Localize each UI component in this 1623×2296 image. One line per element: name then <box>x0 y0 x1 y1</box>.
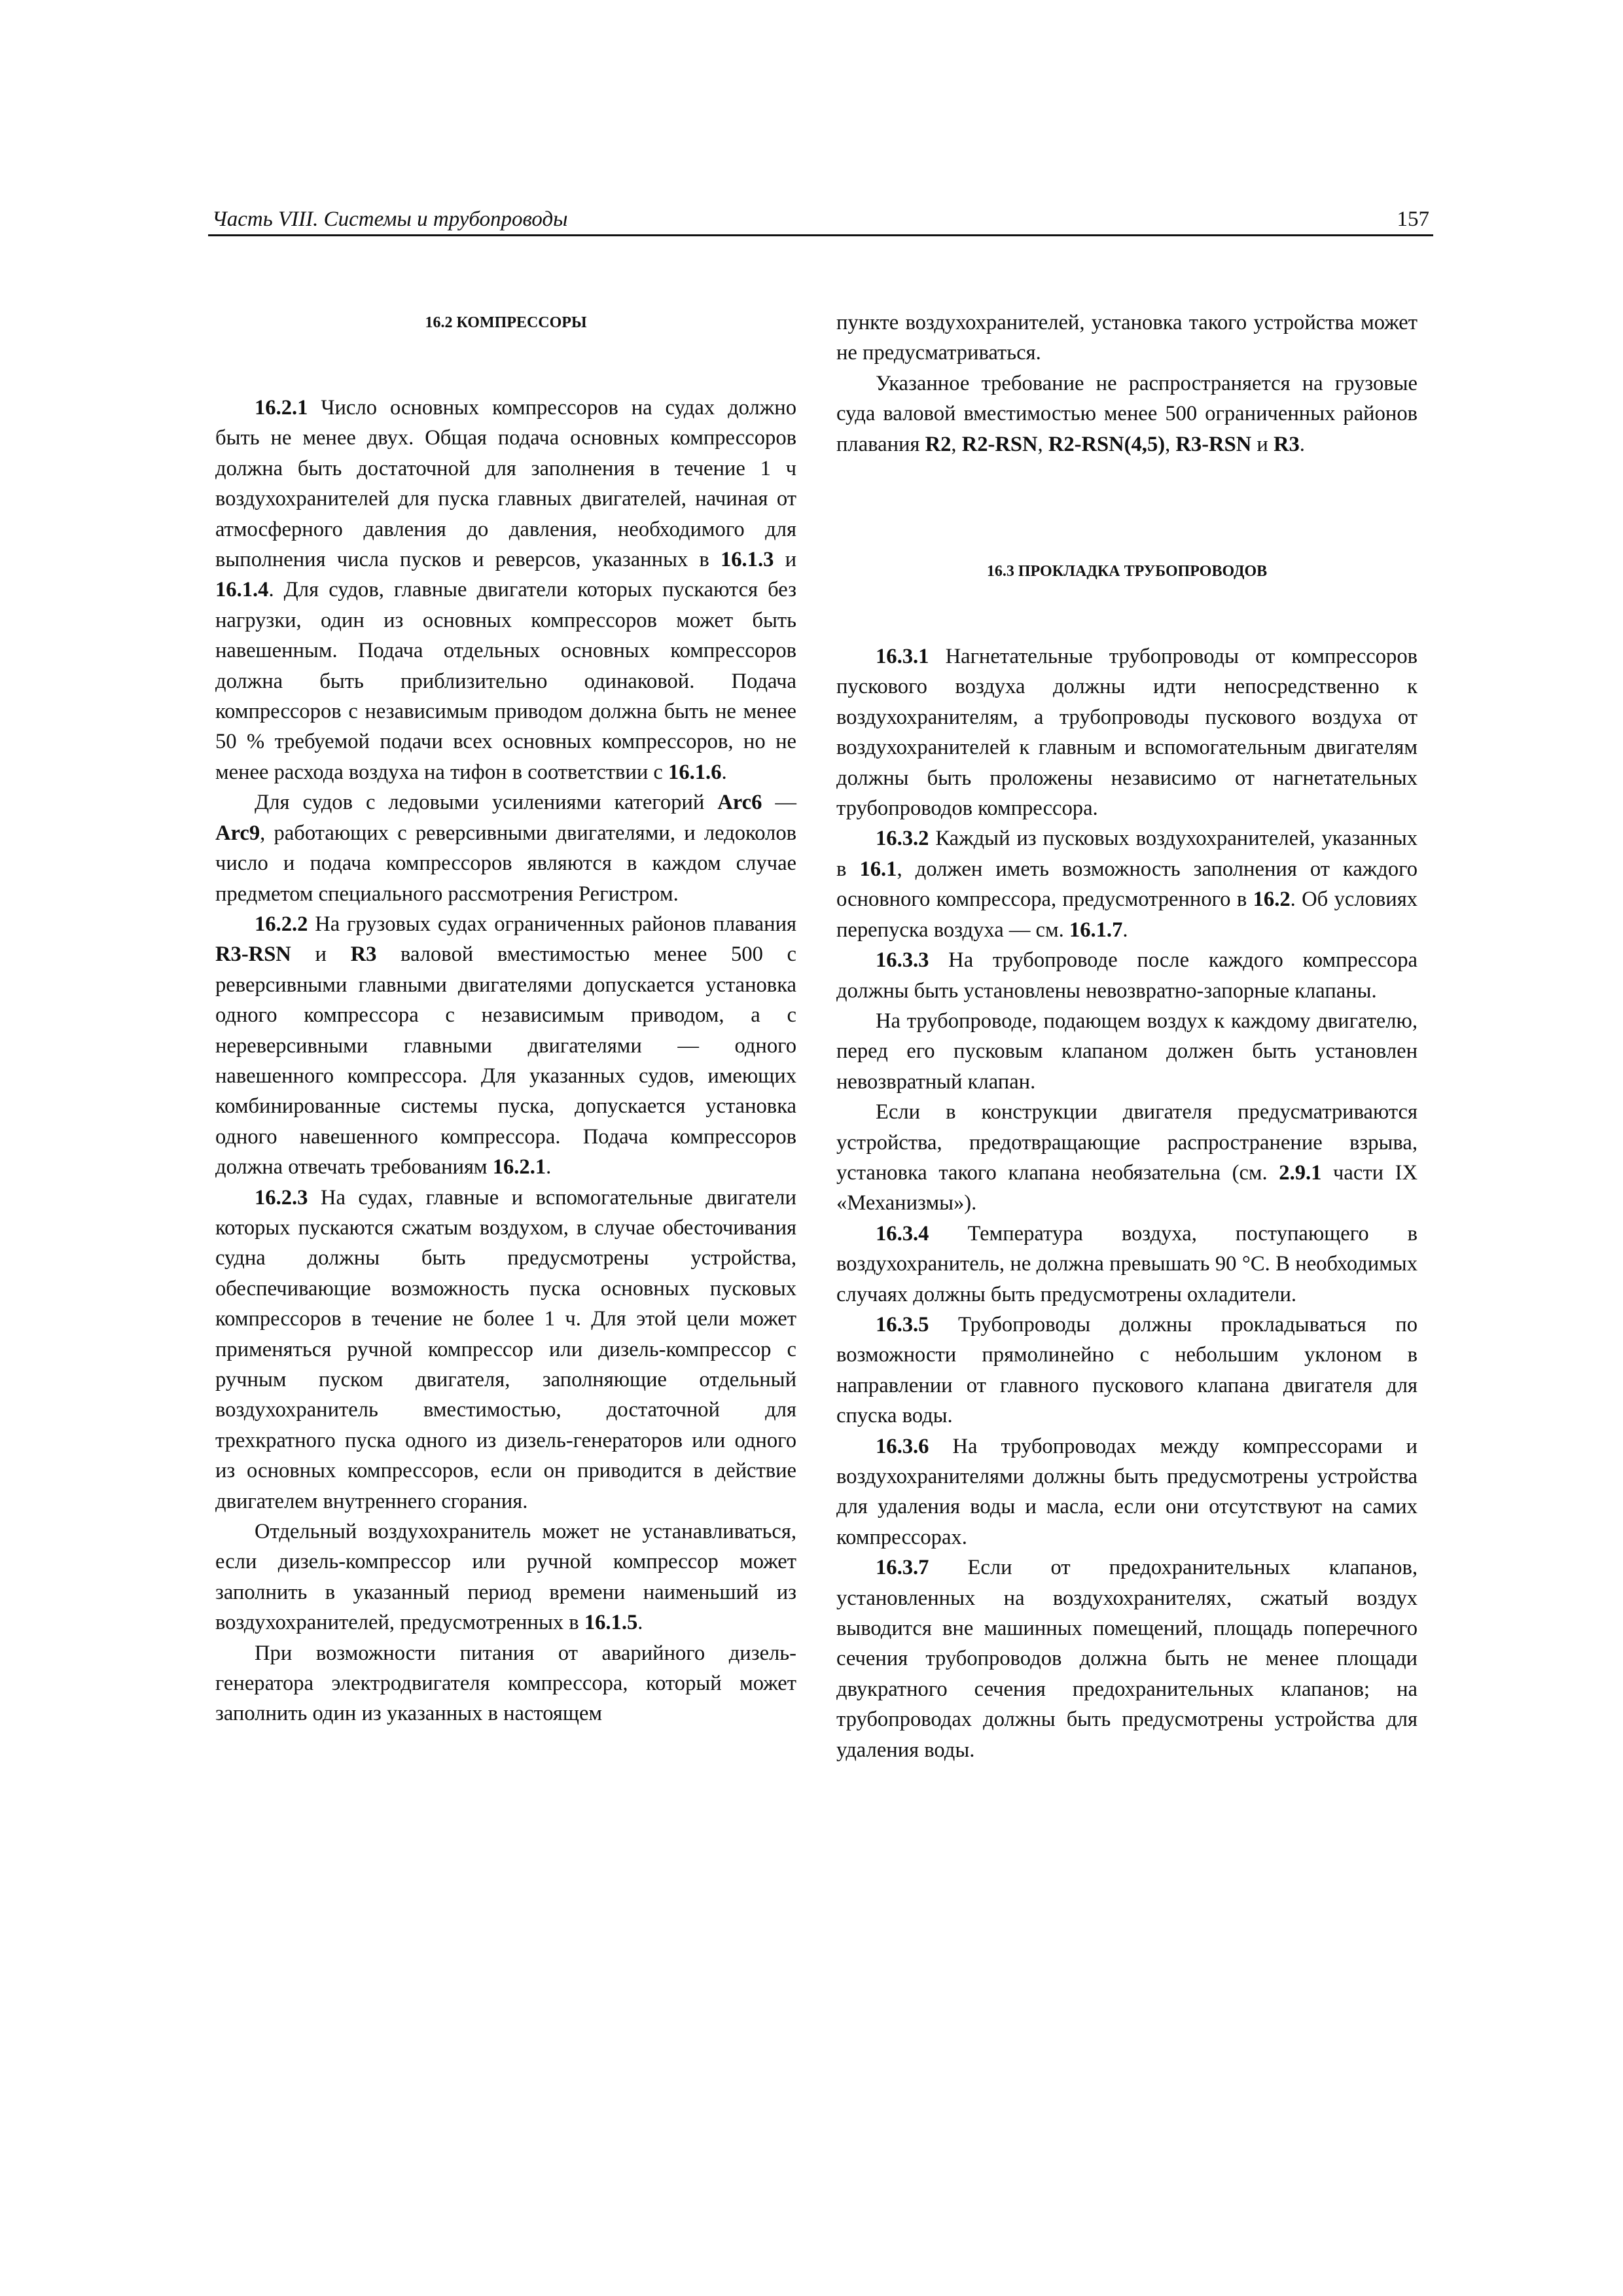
left-column <box>215 308 796 1729</box>
clause-reference: 16.2 <box>1253 888 1291 912</box>
ice-category: Arc9 <box>215 821 260 845</box>
navigation-area: R2-RSN <box>961 432 1038 456</box>
clause-number: 16.3.1 <box>876 645 929 669</box>
paragraph-ice-class: Для судов с ледовыми усилениями категорий Arc6 — Arc9, работающих с реверсивными двигателями, и ледоколов число и подача компрессоров являются в каждом случае предметом специального рассмотрения Регистром. <box>215 791 796 906</box>
clause-reference: 16.2.1 <box>492 1155 546 1179</box>
navigation-area: R3-RSN <box>215 942 291 967</box>
paragraph-16-3-6: 16.3.6 На трубопроводах между компрессорами и воздухохранителями должны быть предусмотрены устройства для удаления воды и масла, если они отсутствуют на самих компрессорах. <box>836 1434 1418 1549</box>
paragraph-requirement-exception: Указанное требование не распространяется на грузовые суда валовой вместимостью менее 500 ограниченных районов плавания R2, R2-RSN, R2-RSN(4,5), R3-RSN и R3. <box>836 371 1418 456</box>
paragraph-16-3-7: 16.3.7 Если от предохранительных клапанов, установленных на воздухохранителях, сжатый воздух выводится вне машинных помещений, площадь поперечного сечения трубопроводов должна быть не менее площади двукратного сечения предохранительных клапанов; на трубопроводах должны быть предусмотрены устройства для удаления воды. <box>836 1556 1418 1762</box>
clause-reference: 16.1.3 <box>720 548 774 572</box>
page-number: 157 <box>1397 207 1429 231</box>
clause-reference: 2.9.1 <box>1279 1160 1322 1185</box>
navigation-area: R2 <box>925 432 952 456</box>
paragraph-separate-receiver: Отдельный воздухохранитель может не устанавливаться, если дизель-компрессор или ручной компрессор может заполнить в указанный период времени наименьший из воздухохранителей, предусмотренных в 16.1.5. <box>215 1520 796 1635</box>
clause-reference: 16.1.6 <box>668 760 722 784</box>
clause-number: 16.2.1 <box>255 396 308 420</box>
paragraph-explosion-devices: Если в конструкции двигателя предусматриваются устройства, предотвращающие распространение взрыва, установка такого клапана необязательна (см. 2.9.1 части IX «Механизмы»). <box>836 1100 1418 1215</box>
clause-number: 16.3.6 <box>876 1434 929 1458</box>
navigation-area: R3 <box>1273 432 1300 456</box>
clause-number: 16.2.3 <box>255 1185 308 1210</box>
clause-number: 16.3.3 <box>876 948 929 973</box>
paragraph-16-3-4: 16.3.4 Температура воздуха, поступающего в воздухохранитель, не должна превышать 90 °C. В необходимых случаях должны быть предусмотрены охладители. <box>836 1221 1418 1306</box>
clause-number: 16.3.2 <box>876 827 929 851</box>
ice-category: Arc6 <box>717 791 762 815</box>
paragraph-16-3-3: 16.3.3 На трубопроводе после каждого компрессора должны быть установлены невозвратно-запорные клапаны. <box>836 948 1418 1003</box>
paragraph-emergency-supply: При возможности питания от аварийного дизель-генератора электродвигателя компрессора, который может заполнить один из указанных в настоящем <box>215 1641 796 1726</box>
paragraph-16-3-1: 16.3.1 Нагнетательные трубопроводы от компрессоров пускового воздуха должны идти непосредственно к воздухохранителям, а трубопроводы пускового воздуха от воздухохранителей к главным и вспомогательным двигателям должны быть проложены независимо от нагнетательных трубопроводов компрессора. <box>836 645 1418 821</box>
clause-number: 16.3.7 <box>876 1556 929 1580</box>
clause-number: 16.3.4 <box>876 1221 929 1246</box>
navigation-area: R3-RSN <box>1175 432 1252 456</box>
clause-reference: 16.1.5 <box>584 1611 638 1635</box>
clause-number: 16.2.2 <box>255 912 308 936</box>
paragraph-16-2-3: 16.2.3 На судах, главные и вспомогательные двигатели которых пускаются сжатым воздухом, в случае обесточивания судна должны быть предусмотрены устройства, обеспечивающие возможность пуска основных пусковых компрессоров в течение не более 1 ч. Для этой цели может применяться ручной компрессор или дизель-компрессор с ручным пуском двигателя, заполняющие отдельный воздухохранитель вместимостью, достаточной для трехкратного пуска одного из дизель-генераторов или одного из основных компрессоров, если он приводится в действие двигателем внутреннего сгорания. <box>215 1185 796 1513</box>
paragraph-16-2-2: 16.2.2 На грузовых судах ограниченных районов плавания R3-RSN и R3 валовой вместимостью менее 500 с реверсивными главными двигателями допускается установка одного компрессора с независимым приводом, а с нереверсивными главными двигателями — одного навешенного компрессора. Для указанных судов, имеющих комбинированные системы пуска, допускается установка одного навешенного компрессора. Подача компрессоров должна отвечать требованиям 16.2.1. <box>215 912 796 1179</box>
paragraph-16-3-5: 16.3.5 Трубопроводы должны прокладываться по возможности прямолинейно с небольшим уклоном в направлении от главного пускового клапана двигателя для спуска воды. <box>836 1312 1418 1428</box>
paragraph-16-3-2: 16.3.2 Каждый из пусковых воздухохранителей, указанных в 16.1, должен иметь возможность заполнения от каждого основного компрессора, предусмотренного в 16.2. Об условиях перепуска воздуха — см. 16.1.7. <box>836 827 1418 942</box>
paragraph-continuation: пункте воздухохранителей, установка такого устройства может не предусматриваться. <box>836 311 1418 365</box>
right-column <box>836 308 1418 1765</box>
paragraph-16-2-1: 16.2.1 Число основных компрессоров на судах должно быть не менее двух. Общая подача основных компрессоров должна быть достаточной для заполнения в течение 1 ч воздухохранителей для пуска главных двигателей, начиная от атмосферного давления до давления, необходимого для выполнения числа пусков и реверсов, указанных в 16.1.3 и 16.1.4. Для судов, главные двигатели которых пускаются без нагрузки, один из основных компрессоров может быть навешенным. Подача отдельных основных компрессоров должна быть приблизительно одинаковой. Подача компрессоров с независимым приводом должна быть не менее 50 % требуемой подачи всех основных компрессоров, но не менее расхода воздуха на тифон в соответствии с 16.1.6. <box>215 396 796 784</box>
clause-reference: 16.1.4 <box>215 578 269 602</box>
section-heading-16-3: 16.3 ПРОКЛАДКА ТРУБОПРОВОДОВ <box>986 563 1268 581</box>
section-heading-16-2: 16.2 КОМПРЕССОРЫ <box>425 314 587 331</box>
paragraph-check-valve: На трубопроводе, подающем воздух к каждому двигателю, перед его пусковым клапаном должен быть установлен невозвратный клапан. <box>836 1009 1418 1094</box>
clause-number: 16.3.5 <box>876 1312 929 1336</box>
running-title: Часть VIII. Системы и трубопроводы <box>212 207 568 231</box>
page-header <box>208 202 1433 236</box>
navigation-area: R3 <box>350 942 377 967</box>
clause-reference: 16.1 <box>859 857 897 881</box>
clause-reference: 16.1.7 <box>1069 918 1123 942</box>
navigation-area: R2-RSN(4,5) <box>1048 432 1166 456</box>
